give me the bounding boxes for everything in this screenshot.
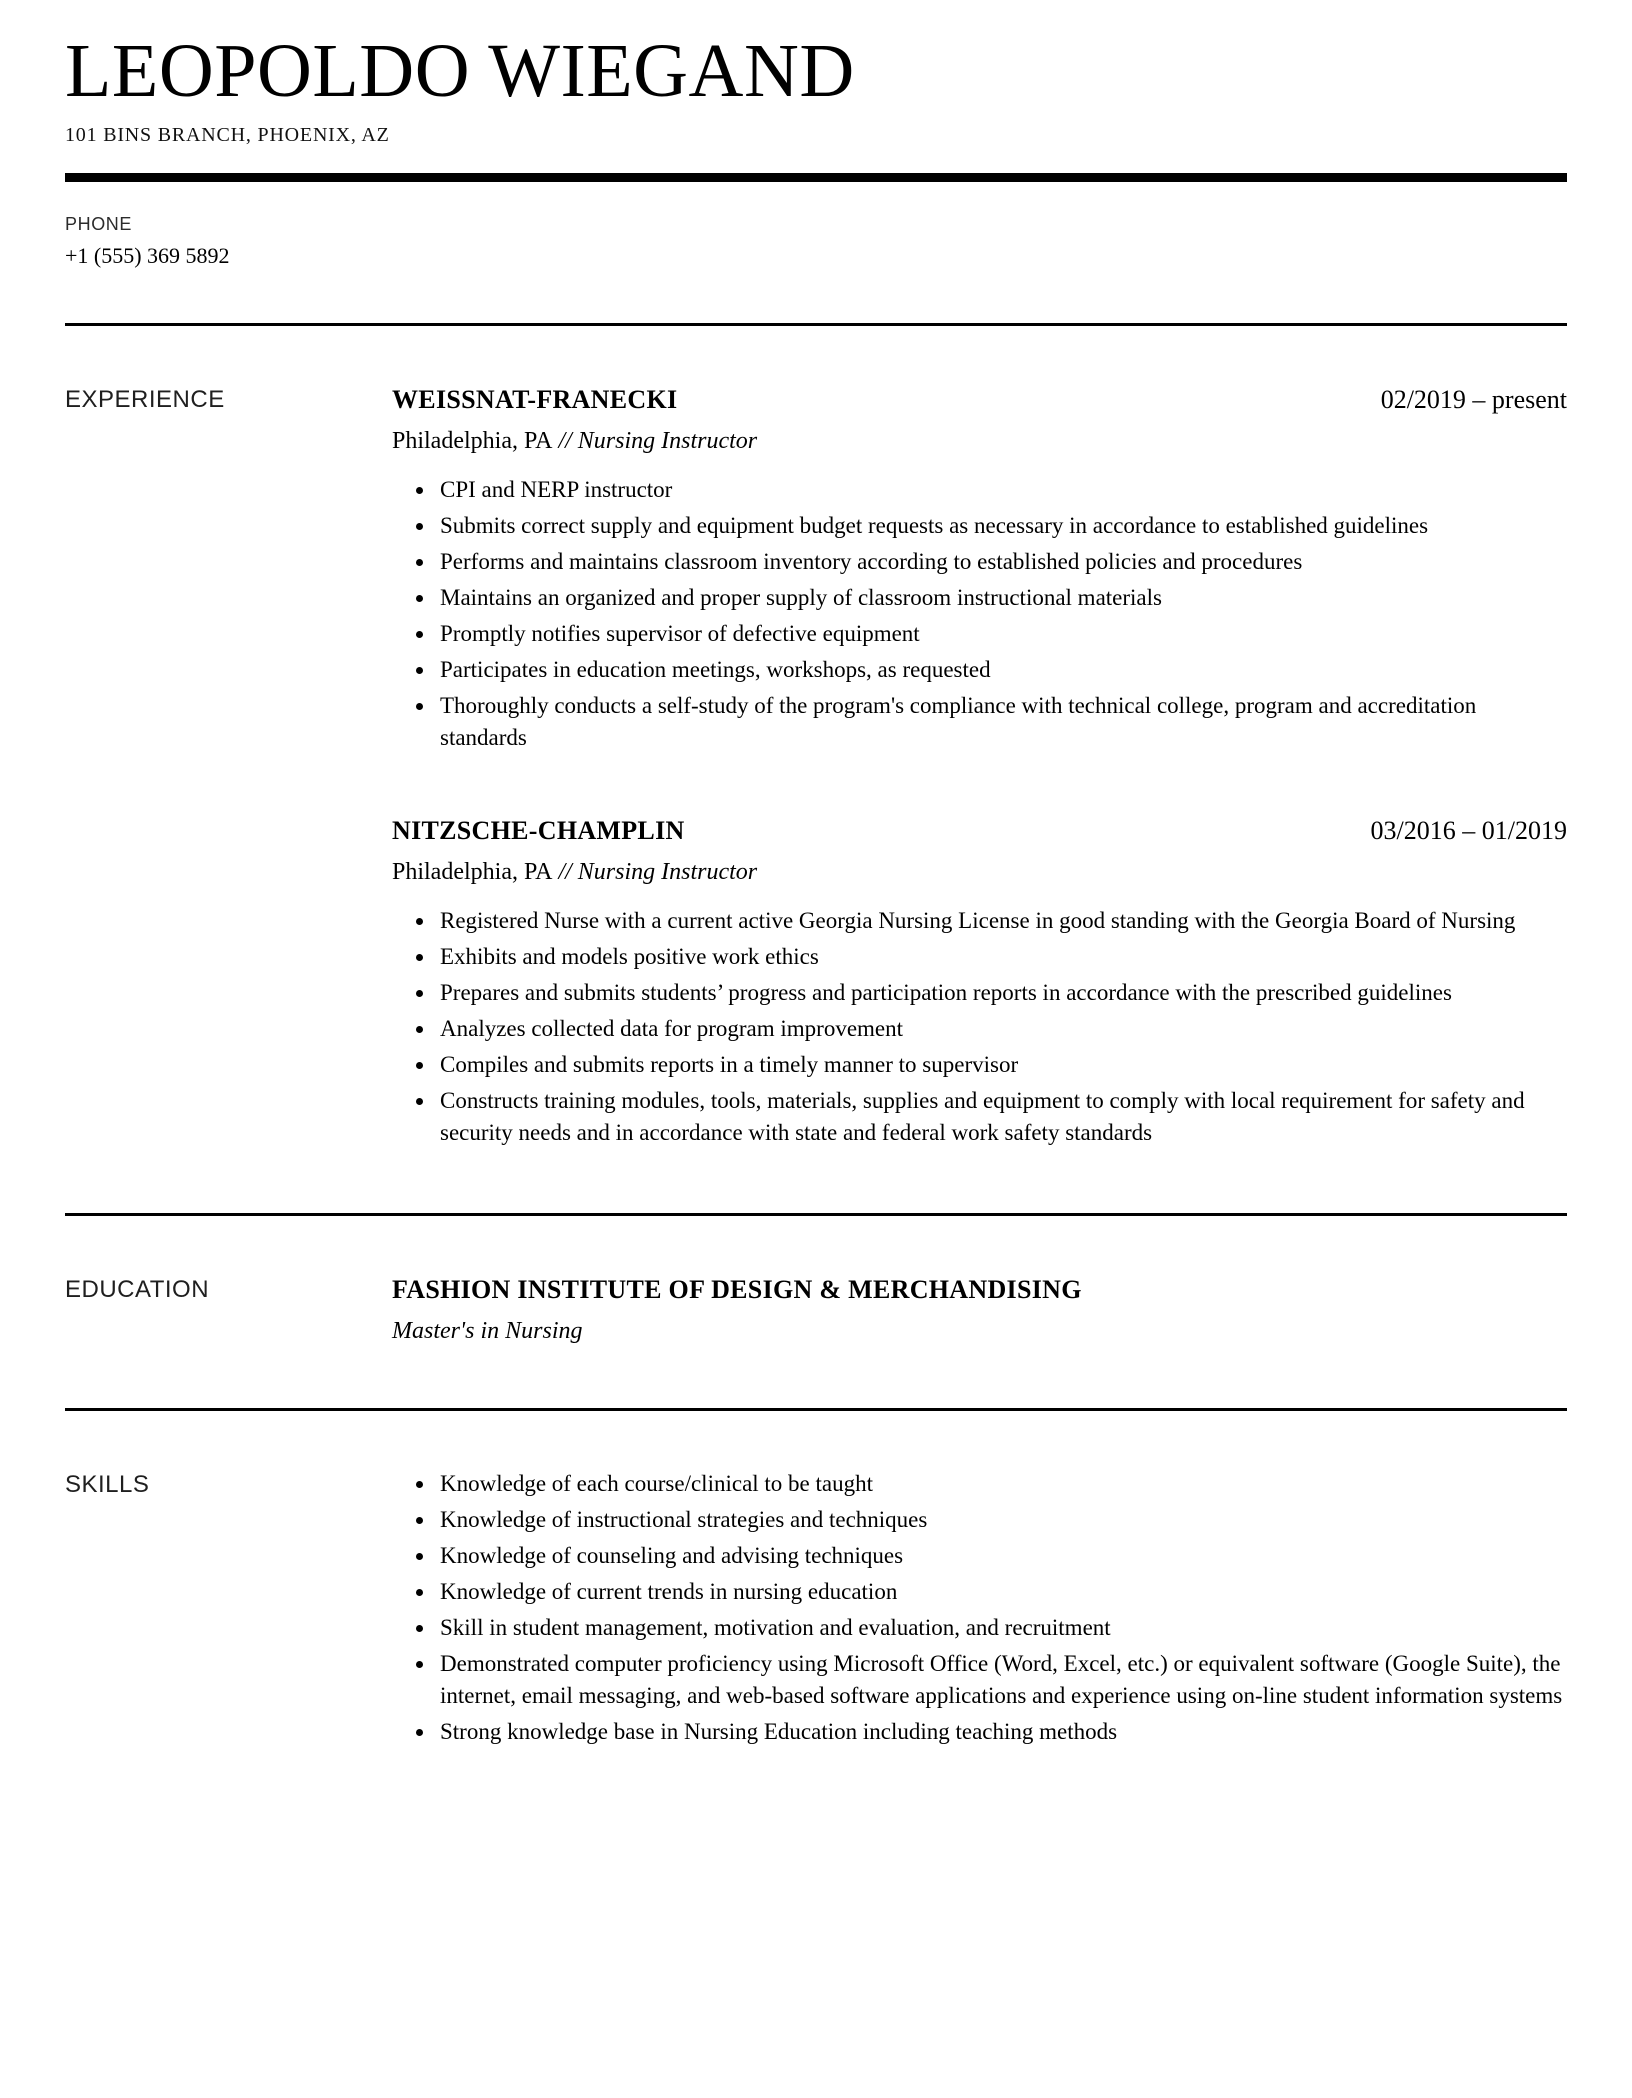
skill-bullet: • Strong knowledge base in Nursing Education including teaching methods (436, 1716, 1567, 1748)
job-subtitle (392, 856, 1567, 889)
education-school: FASHION INSTITUTE OF DESIGN & MERCHANDISING (392, 1274, 1082, 1304)
job-subtitle (392, 425, 1567, 458)
skill-bullet: • Demonstrated computer proficiency using Microsoft Office (Word, Excel, etc.) or equivalent software (Google Suite), the internet, email messaging, and web-based software applications and experience using on-line student information systems (436, 1648, 1567, 1712)
job-entry-nitzsche-champlin (392, 814, 1567, 1149)
job-bullet-list (392, 474, 1567, 754)
job-dates: 02/2019 – present (1380, 384, 1567, 414)
job-bullet: • Maintains an organized and proper supply of classroom instructional materials (436, 582, 1567, 614)
job-bullet: • Compiles and submits reports in a timely manner to supervisor (436, 1049, 1567, 1081)
job-header (392, 814, 1567, 848)
skills-content (392, 1468, 1567, 1752)
job-bullet-list (392, 905, 1567, 1149)
phone-value: +1 (555) 369 5892 (65, 242, 230, 268)
job-bullet: • Analyzes collected data for program improvement (436, 1013, 1567, 1045)
skill-bullet: • Knowledge of instructional strategies and techniques (436, 1504, 1567, 1536)
skill-bullet: • Knowledge of each course/clinical to be taught (436, 1468, 1567, 1500)
job-location: Philadelphia, PA (392, 858, 553, 885)
header-divider (65, 173, 1567, 182)
job-location: Philadelphia, PA (392, 427, 553, 454)
job-bullet: • Thoroughly conducts a self-study of the program's compliance with technical college, program and accreditation standards (436, 690, 1567, 754)
job-role: // Nursing Instructor (558, 427, 758, 454)
education-degree: Master's in Nursing (392, 1317, 583, 1344)
job-bullet: • Registered Nurse with a current active Georgia Nursing License in good standing with the Georgia Board of Nursing (436, 905, 1567, 937)
job-bullet: • Participates in education meetings, workshops, as requested (436, 654, 1567, 686)
skills-section (65, 1411, 1567, 1752)
job-company: WEISSNAT-FRANECKI (392, 384, 678, 414)
job-bullet: • Constructs training modules, tools, materials, supplies and equipment to comply with local requirement for safety and security needs and in accordance with state and federal work safety standards (436, 1085, 1567, 1149)
skill-bullet: • Knowledge of counseling and advising techniques (436, 1540, 1567, 1572)
job-role: // Nursing Instructor (558, 858, 758, 885)
education-section (65, 1216, 1567, 1348)
experience-content (392, 383, 1567, 1153)
experience-section (65, 326, 1567, 1153)
contact-block (65, 214, 1567, 269)
education-label: EDUCATION (65, 1275, 210, 1303)
job-bullet: • Performs and maintains classroom inventory according to established policies and procedures (436, 546, 1567, 578)
job-bullet: • CPI and NERP instructor (436, 474, 1567, 506)
experience-label: EXPERIENCE (65, 385, 225, 413)
job-bullet: • Prepares and submits students’ progress and participation reports in accordance with the prescribed guidelines (436, 977, 1567, 1009)
phone-label: PHONE (65, 213, 133, 234)
education-content (392, 1273, 1567, 1348)
job-bullet: • Exhibits and models positive work ethics (436, 941, 1567, 973)
job-bullet: • Submits correct supply and equipment budget requests as necessary in accordance to established guidelines (436, 510, 1567, 542)
skill-bullet: • Knowledge of current trends in nursing education (436, 1576, 1567, 1608)
candidate-address: 101 BINS BRANCH, PHOENIX, AZ (65, 123, 390, 146)
candidate-name: LEOPOLDO WIEGAND (65, 29, 855, 113)
job-company: NITZSCHE-CHAMPLIN (392, 815, 685, 845)
job-entry-weissnat-franecki (392, 383, 1567, 754)
job-header (392, 383, 1567, 417)
skill-bullet: • Skill in student management, motivation and evaluation, and recruitment (436, 1612, 1567, 1644)
job-bullet: • Promptly notifies supervisor of defective equipment (436, 618, 1567, 650)
resume-header (65, 29, 1567, 147)
skills-bullet-list (392, 1468, 1567, 1748)
job-dates: 03/2016 – 01/2019 (1370, 815, 1567, 845)
skills-label: SKILLS (65, 1470, 150, 1498)
